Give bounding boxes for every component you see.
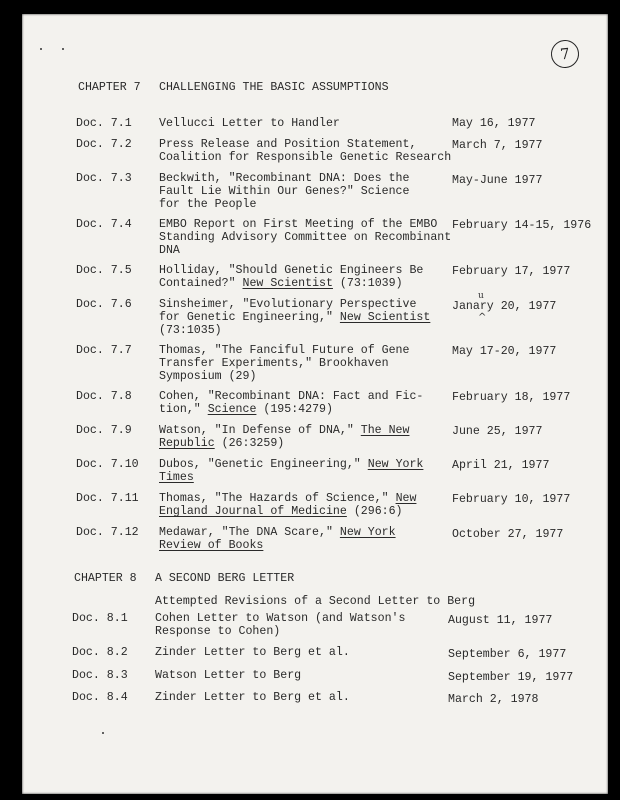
journal-title: New (395, 492, 417, 505)
doc-title: DNA (159, 244, 180, 257)
doc-number: Doc. 7.2 (76, 138, 132, 151)
journal-title: The New (360, 424, 410, 437)
doc-title: Sinsheimer, "Evolutionary Perspective (159, 298, 417, 311)
doc-title: Watson Letter to Berg (155, 669, 302, 682)
doc-date: February 14-15, 1976 (452, 219, 592, 232)
doc-date: February 17, 1977 (452, 265, 571, 278)
section-subheading: Attempted Revisions of a Second Letter to Berg (155, 595, 476, 608)
journal-title: New Scientist (242, 277, 333, 290)
doc-title-line (159, 540, 263, 553)
doc-date: April 21, 1977 (452, 459, 550, 472)
doc-title-line: Dubos, "Genetic Engineering," New York (159, 458, 424, 471)
chapter-7-title: CHALLENGING THE BASIC ASSUMPTIONS (159, 81, 389, 94)
doc-date: September 6, 1977 (448, 648, 567, 661)
doc-number: Doc. 7.6 (76, 298, 132, 311)
doc-title: Symposium (29) (159, 370, 257, 383)
doc-title: Standing Advisory Committee on Recombinant (159, 231, 452, 244)
doc-title: (73:1035) (159, 324, 222, 337)
doc-date: June 25, 1977 (452, 425, 543, 438)
doc-title: Thomas, "The Fanciful Future of Gene (159, 344, 410, 357)
doc-number: Doc. 7.9 (76, 424, 132, 437)
doc-title-line: tion," Science (195:4279) (159, 403, 333, 416)
doc-date: September 19, 1977 (448, 671, 574, 684)
doc-title: Vellucci Letter to Handler (159, 117, 340, 130)
doc-number: Doc. 8.3 (72, 669, 128, 682)
caret-mark: ^ (478, 312, 487, 323)
journal-title: England Journal of Medicine (159, 505, 347, 518)
doc-title-line: Republic (26:3259) (159, 437, 285, 450)
doc-title: Response to Cohen) (155, 625, 281, 638)
doc-number: Doc. 7.4 (76, 218, 132, 231)
doc-number: Doc. 7.12 (76, 526, 139, 539)
doc-title-line (159, 472, 194, 485)
doc-title: Press Release and Position Statement, (159, 138, 417, 151)
doc-title: Transfer Experiments," Brookhaven (159, 357, 389, 370)
doc-title: Fault Lie Within Our Genes?" Science (159, 185, 410, 198)
doc-title-line: Contained?" New Scientist (73:1039) (159, 277, 403, 290)
doc-title-line: England Journal of Medicine (296:6) (159, 505, 403, 518)
doc-title: Coalition for Responsible Genetic Research (159, 151, 452, 164)
doc-date: February 10, 1977 (452, 493, 571, 506)
doc-title: for the People (159, 198, 257, 211)
doc-title: Zinder Letter to Berg et al. (155, 691, 350, 704)
journal-title: Review of Books (159, 539, 264, 552)
doc-title-line: Watson, "In Defense of DNA," The New (159, 424, 410, 437)
page-number-circle: 7 (550, 39, 581, 70)
doc-number: Doc. 7.1 (76, 117, 132, 130)
doc-number: Doc. 7.8 (76, 390, 132, 403)
doc-date: May 17-20, 1977 (452, 345, 557, 358)
doc-number: Doc. 8.2 (72, 646, 128, 659)
journal-title: New Scientist (339, 311, 431, 324)
doc-date: March 7, 1977 (452, 139, 543, 152)
doc-number: Doc. 7.3 (76, 172, 132, 185)
doc-number: Doc. 7.10 (76, 458, 139, 471)
doc-title-line: Medawar, "The DNA Scare," New York (159, 526, 396, 539)
doc-number: Doc. 8.1 (72, 612, 128, 625)
journal-title: Republic (159, 437, 215, 450)
paper-speck (102, 732, 104, 734)
doc-title: Cohen Letter to Watson (and Watson's (155, 612, 406, 625)
journal-title: New York (339, 526, 396, 539)
document-page (22, 14, 608, 794)
journal-title: Times (159, 471, 194, 484)
doc-number: Doc. 7.11 (76, 492, 139, 505)
doc-date: August 11, 1977 (448, 614, 553, 627)
doc-number: Doc. 8.4 (72, 691, 128, 704)
chapter-8-title: A SECOND BERG LETTER (155, 572, 295, 585)
doc-number: Doc. 7.5 (76, 264, 132, 277)
doc-title: Beckwith, "Recombinant DNA: Does the (159, 172, 410, 185)
doc-date: February 18, 1977 (452, 391, 571, 404)
doc-date: March 2, 1978 (448, 693, 539, 706)
chapter-8-label: CHAPTER 8 (74, 572, 137, 585)
chapter-7-label: CHAPTER 7 (78, 81, 141, 94)
paper-speck (62, 48, 64, 50)
doc-title-line: Thomas, "The Hazards of Science," New (159, 492, 417, 505)
journal-title: Science (207, 403, 257, 416)
doc-title-line: for Genetic Engineering," New Scientist (159, 311, 431, 324)
doc-date: May 16, 1977 (452, 117, 536, 130)
doc-title: Holliday, "Should Genetic Engineers Be (159, 264, 424, 277)
doc-title: Cohen, "Recombinant DNA: Fact and Fic- (159, 390, 424, 403)
paper-speck (40, 48, 42, 50)
doc-title: EMBO Report on First Meeting of the EMBO (159, 218, 438, 231)
doc-date: October 27, 1977 (452, 528, 564, 541)
doc-number: Doc. 7.7 (76, 344, 132, 357)
doc-date: Janary 20, 1977 (452, 300, 557, 313)
doc-title: Zinder Letter to Berg et al. (155, 646, 350, 659)
handwritten-insert: u (478, 291, 484, 301)
doc-date: May-June 1977 (452, 174, 543, 187)
journal-title: New York (367, 458, 424, 471)
